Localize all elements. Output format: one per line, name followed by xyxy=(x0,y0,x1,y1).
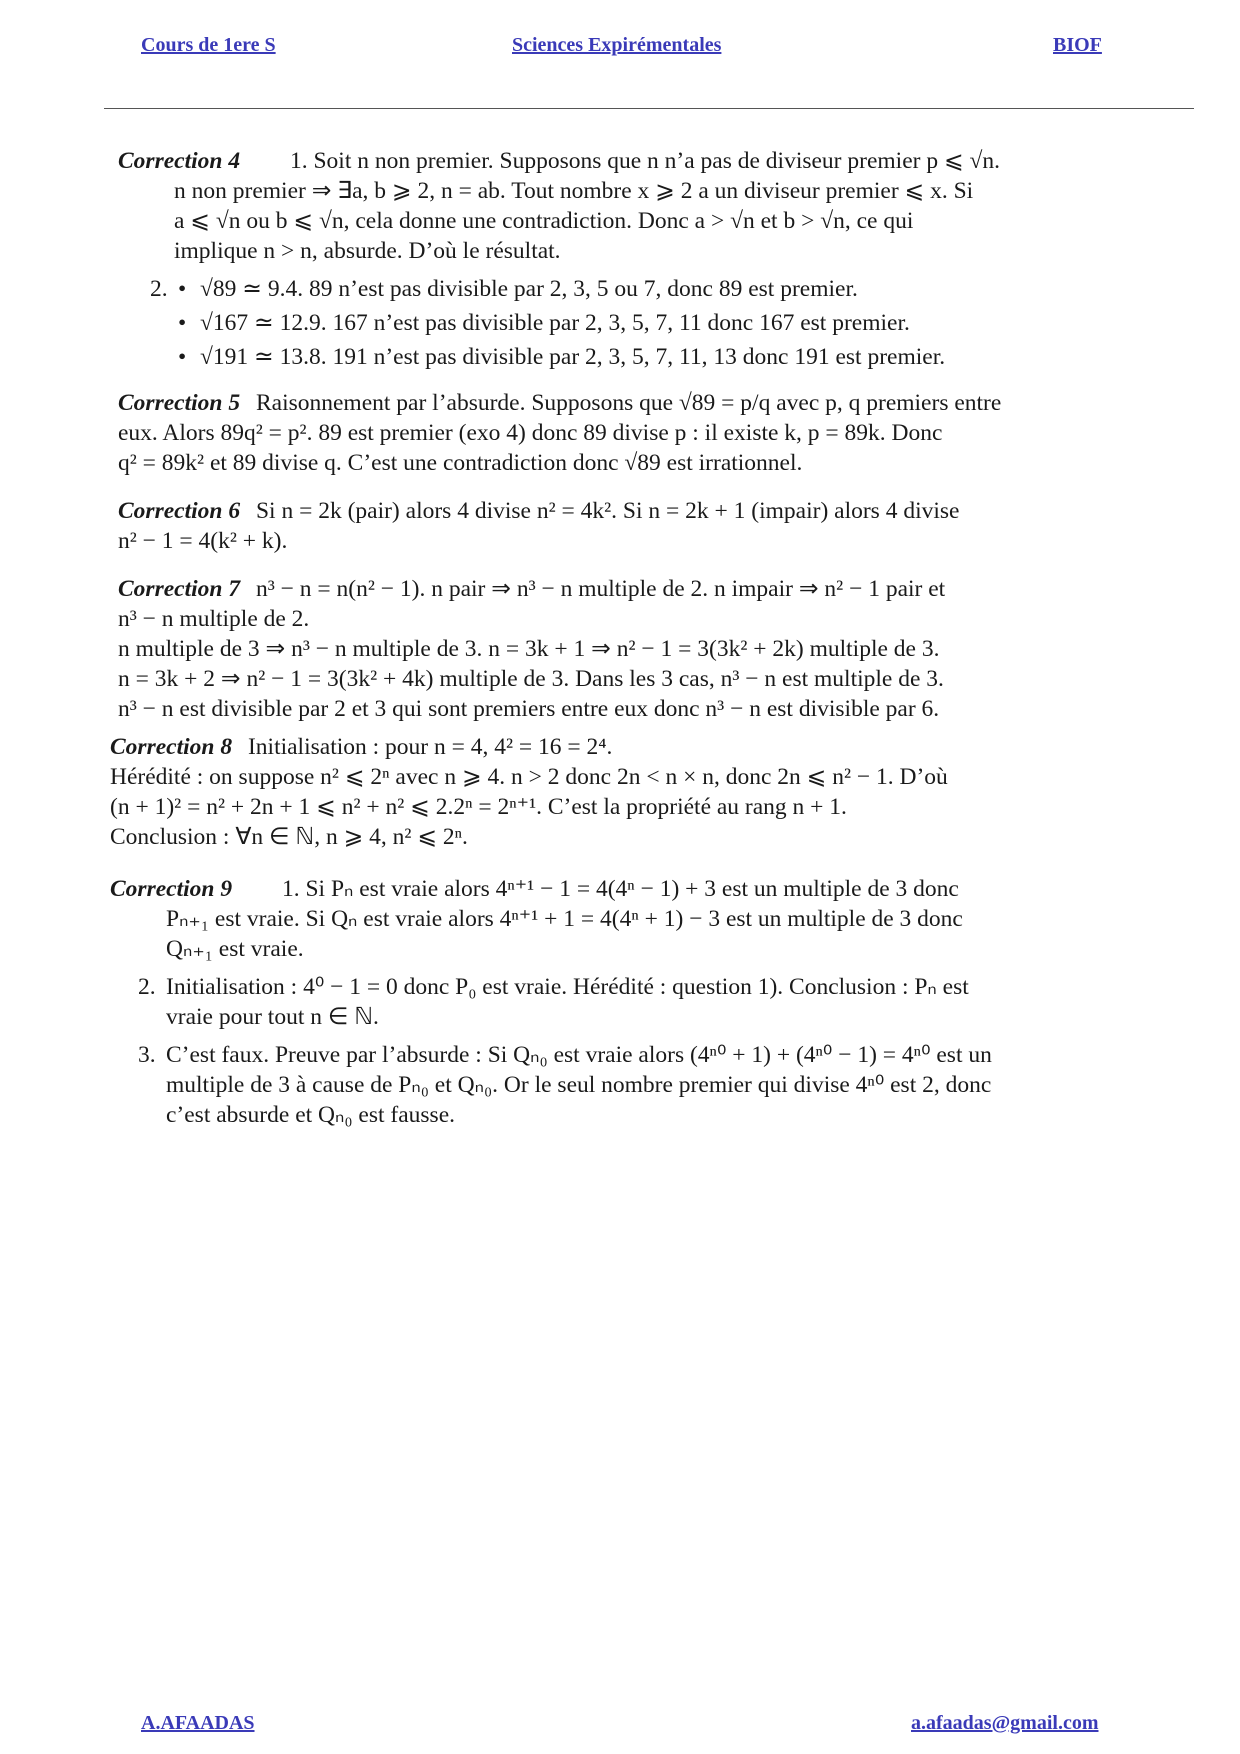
c4-item1-line2: n non premier ⇒ ∃a, b ⩾ 2, n = ab. Tout nombre x ⩾ 2 a un diviseur premier ⩽ x. Si xyxy=(174,178,974,204)
bullet-icon: • xyxy=(178,344,187,370)
c6-line1: Si n = 2k (pair) alors 4 divise n² = 4k². Si n = 2k + 1 (impair) alors 4 divise xyxy=(255,498,960,524)
c9-item1-line2: Pₙ₊₁ est vraie. Si Qₙ est vraie alors 4ⁿ⁺¹ + 1 = 4(4ⁿ + 1) − 3 est un multiple de 3 donc xyxy=(166,906,963,932)
c9-item2-line1: Initialisation : 4⁰ − 1 = 0 donc P₀ est vraie. Hérédité : question 1). Conclusion : Pₙ est xyxy=(166,974,969,1000)
c8-line1: Initialisation : pour n = 4, 4² = 16 = 2⁴. xyxy=(247,734,613,760)
correction-7 xyxy=(118,574,1128,724)
c4-bullet-191: √191 ≃ 13.8. 191 n’est pas divisible par 2, 3, 5, 7, 11, 13 donc 191 est premier. xyxy=(200,344,946,370)
c7-line2: n³ − n multiple de 2. xyxy=(118,606,310,632)
footer-author-link[interactable]: A.AFAADAS xyxy=(141,1712,255,1734)
correction-6 xyxy=(118,496,1128,556)
c9-item1-line3: Qₙ₊₁ est vraie. xyxy=(166,936,304,962)
correction-5 xyxy=(118,388,1128,478)
c9-item1-number: 1. xyxy=(281,876,300,902)
c7-line4: n = 3k + 2 ⇒ n² − 1 = 3(3k² + 4k) multiple de 3. Dans les 3 cas, n³ − n est multiple de 3. xyxy=(118,666,944,692)
c4-item1-line3: a ⩽ √n ou b ⩽ √n, cela donne une contradiction. Donc a > √n et b > √n, ce qui xyxy=(174,208,914,234)
correction-6-title: Correction 6 xyxy=(118,498,241,524)
correction-4 xyxy=(118,146,1128,372)
header-divider xyxy=(104,108,1194,109)
c8-line3: (n + 1)² = n² + 2n + 1 ⩽ n² + n² ⩽ 2.2ⁿ = 2ⁿ⁺¹. C’est la propriété au rang n + 1. xyxy=(110,794,847,820)
c4-item1-line4: implique n > n, absurde. D’où le résultat. xyxy=(174,238,561,264)
c9-item3-line1: C’est faux. Preuve par l’absurde : Si Qₙ₀ est vraie alors (4ⁿ⁰ + 1) + (4ⁿ⁰ − 1) = 4ⁿ⁰ est un xyxy=(166,1042,992,1068)
c6-line2: n² − 1 = 4(k² + k). xyxy=(118,528,288,554)
c4-item1-line1: Soit n non premier. Supposons que n n’a pas de diviseur premier p ⩽ √n. xyxy=(313,148,1001,174)
c4-bullet-167: √167 ≃ 12.9. 167 n’est pas divisible par 2, 3, 5, 7, 11 donc 167 est premier. xyxy=(200,310,910,336)
c9-item3-line3: c’est absurde et Qₙ₀ est fausse. xyxy=(166,1102,456,1128)
c7-line1: n³ − n = n(n² − 1). n pair ⇒ n³ − n multiple de 2. n impair ⇒ n² − 1 pair et xyxy=(255,576,946,602)
bullet-icon: • xyxy=(178,276,187,302)
correction-9-title: Correction 9 xyxy=(110,876,233,902)
c4-item2-number: 2. xyxy=(150,276,168,302)
c5-line3: q² = 89k² et 89 divise q. C’est une contradiction donc √89 est irrationnel. xyxy=(118,450,803,476)
c9-item2-number: 2. xyxy=(138,974,156,1000)
header-biof-link[interactable]: BIOF xyxy=(1053,34,1102,56)
c5-line2: eux. Alors 89q² = p². 89 est premier (exo 4) donc 89 divise p : il existe k, p = 89k. Donc xyxy=(118,420,943,446)
c7-line5: n³ − n est divisible par 2 et 3 qui sont premiers entre eux donc n³ − n est divisible par 6. xyxy=(118,696,940,722)
c9-item2-line2: vraie pour tout n ∈ ℕ. xyxy=(166,1004,379,1030)
c9-item1-line1: Si Pₙ est vraie alors 4ⁿ⁺¹ − 1 = 4(4ⁿ − 1) + 3 est un multiple de 3 donc xyxy=(305,876,959,902)
c4-item1-number: 1. xyxy=(289,148,308,174)
c8-line2: Hérédité : on suppose n² ⩽ 2ⁿ avec n ⩾ 4. n > 2 donc 2n < n × n, donc 2n ⩽ n² − 1. D’où xyxy=(110,764,948,790)
c9-item3-number: 3. xyxy=(138,1042,156,1068)
correction-9 xyxy=(110,874,1128,1130)
correction-7-title: Correction 7 xyxy=(118,576,241,602)
correction-8 xyxy=(110,732,1128,852)
c7-line3: n multiple de 3 ⇒ n³ − n multiple de 3. n = 3k + 1 ⇒ n² − 1 = 3(3k² + 2k) multiple de 3. xyxy=(118,636,940,662)
correction-8-title: Correction 8 xyxy=(110,734,233,760)
c9-item3-line2: multiple de 3 à cause de Pₙ₀ et Qₙ₀. Or le seul nombre premier qui divise 4ⁿ⁰ est 2, donc xyxy=(166,1072,992,1098)
corrections-content xyxy=(110,146,1128,1130)
footer-email-link[interactable]: a.afaadas@gmail.com xyxy=(911,1712,1099,1734)
bullet-icon: • xyxy=(178,310,187,336)
c4-bullet-89: √89 ≃ 9.4. 89 n’est pas divisible par 2, 3, 5 ou 7, donc 89 est premier. xyxy=(200,276,858,302)
c5-line1: Raisonnement par l’absurde. Supposons que √89 = p/q avec p, q premiers entre xyxy=(255,390,1002,416)
header-section-link[interactable]: Sciences Expirémentales xyxy=(512,34,722,56)
c8-line4: Conclusion : ∀n ∈ ℕ, n ⩾ 4, n² ⩽ 2ⁿ. xyxy=(110,824,468,850)
header-course-link[interactable]: Cours de 1ere S xyxy=(141,34,276,56)
correction-4-title: Correction 4 xyxy=(118,148,241,174)
correction-5-title: Correction 5 xyxy=(118,390,241,416)
